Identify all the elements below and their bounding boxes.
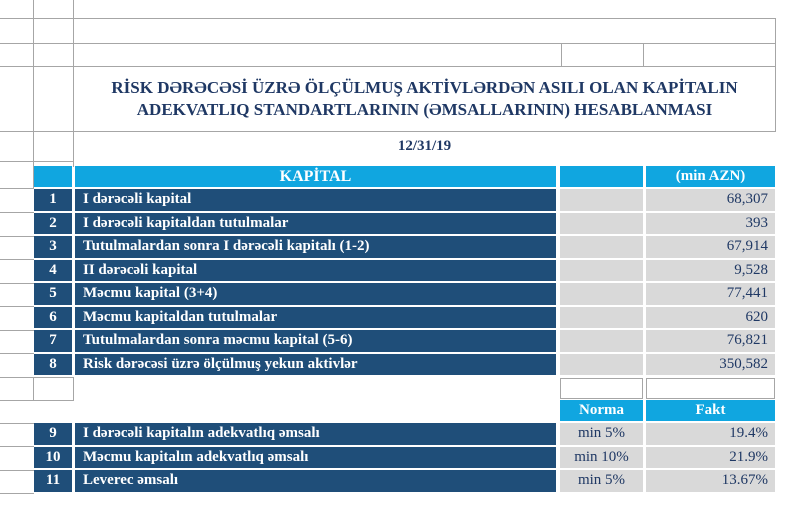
gridline xyxy=(33,0,34,188)
gridline xyxy=(0,43,776,44)
ratio-row-label-cell[interactable]: I dərəcəli kapitalın adekvatlıq əmsalı xyxy=(75,423,556,445)
gridline xyxy=(0,470,34,471)
gridline xyxy=(0,423,34,424)
gridline xyxy=(0,377,74,378)
capital-row-label-cell[interactable]: II dərəcəli kapital xyxy=(75,260,556,282)
ratio-row-norma-cell[interactable]: min 10% xyxy=(560,447,643,469)
capital-row-spacer-cell[interactable] xyxy=(560,307,643,329)
ratio-row-norma-cell[interactable]: min 5% xyxy=(560,423,643,445)
capital-row-label-cell[interactable]: I dərəcəli kapital xyxy=(75,189,556,211)
capital-row-spacer-cell[interactable] xyxy=(560,260,643,282)
ratio-row-fakt-cell[interactable]: 21.9% xyxy=(646,447,775,469)
gridline xyxy=(0,236,34,237)
gridline xyxy=(0,188,34,189)
gridline xyxy=(33,377,34,401)
capital-row-label-cell[interactable]: Risk dərəcəsi üzrə ölçülmuş yekun aktivlər xyxy=(75,354,556,376)
capital-row-number-cell[interactable]: 8 xyxy=(34,354,72,376)
ratio-row-fakt-cell[interactable]: 19.4% xyxy=(646,423,775,445)
report-title-line2: ADEKVATLIQ STANDARTLARININ (ƏMSALLARININ) HESABLANMASI xyxy=(136,99,713,119)
capital-row-number-cell[interactable]: 4 xyxy=(34,260,72,282)
capital-row-value-cell[interactable]: 9,528 xyxy=(646,260,775,282)
ratio-header-fakt-cell[interactable]: Fakt xyxy=(646,400,775,421)
gridline xyxy=(0,18,776,19)
capital-row-value-cell[interactable]: 76,821 xyxy=(646,330,775,352)
gridline xyxy=(0,400,74,401)
capital-row-number-cell[interactable]: 1 xyxy=(34,189,72,211)
capital-row-spacer-cell[interactable] xyxy=(560,213,643,235)
gridline xyxy=(0,446,34,447)
capital-row-value-cell[interactable]: 620 xyxy=(646,307,775,329)
ratio-row-number-cell[interactable]: 9 xyxy=(34,423,72,445)
gridline xyxy=(0,306,34,307)
ratio-row-number-cell[interactable]: 10 xyxy=(34,447,72,469)
report-date-cell[interactable]: 12/31/19 xyxy=(397,138,452,154)
empty-norma-cell[interactable] xyxy=(560,378,643,399)
capital-row-number-cell[interactable]: 6 xyxy=(34,307,72,329)
capital-row-number-cell[interactable]: 3 xyxy=(34,236,72,258)
capital-row-spacer-cell[interactable] xyxy=(560,236,643,258)
capital-row-label-cell[interactable]: Tutulmalardan sonra I dərəcəli kapitalı (1-2) xyxy=(75,236,556,258)
capital-row-value-cell[interactable]: 77,441 xyxy=(646,283,775,305)
report-title-cell[interactable] xyxy=(73,66,776,131)
capital-header-spacer-cell[interactable] xyxy=(560,166,643,187)
capital-row-value-cell[interactable]: 393 xyxy=(646,213,775,235)
capital-row-spacer-cell[interactable] xyxy=(560,283,643,305)
capital-row-number-cell[interactable]: 7 xyxy=(34,330,72,352)
gridline xyxy=(0,283,34,284)
gridline xyxy=(0,212,34,213)
gridline xyxy=(73,377,74,401)
gridline xyxy=(643,43,644,67)
capital-row-spacer-cell[interactable] xyxy=(560,354,643,376)
ratio-row-label-cell[interactable]: Leverec əmsalı xyxy=(75,470,556,492)
capital-row-label-cell[interactable]: Məcmu kapitaldan tutulmalar xyxy=(75,307,556,329)
ratio-row-norma-cell[interactable]: min 5% xyxy=(560,470,643,492)
capital-header-title-cell[interactable]: KAPİTAL xyxy=(75,166,556,187)
capital-header-number-cell[interactable] xyxy=(34,166,72,187)
gridline xyxy=(0,330,34,331)
capital-row-number-cell[interactable]: 2 xyxy=(34,213,72,235)
ratio-header-norma-cell[interactable]: Norma xyxy=(560,400,643,421)
capital-row-label-cell[interactable]: Tutulmalardan sonra məcmu kapital (5-6) xyxy=(75,330,556,352)
report-title-line1: RİSK DƏRƏCƏSİ ÜZRƏ ÖLÇÜLMUŞ AKTİVLƏRDƏN ASILI OLAN KAPİTALIN xyxy=(111,77,738,97)
capital-row-value-cell[interactable]: 67,914 xyxy=(646,236,775,258)
ratio-row-fakt-cell[interactable]: 13.67% xyxy=(646,470,775,492)
gridline xyxy=(0,353,34,354)
ratio-row-number-cell[interactable]: 11 xyxy=(34,470,72,492)
ratio-row-label-cell[interactable]: Məcmu kapitalın adekvatlıq əmsalı xyxy=(75,447,556,469)
capital-row-spacer-cell[interactable] xyxy=(560,330,643,352)
gridline xyxy=(0,493,34,494)
capital-row-value-cell[interactable]: 350,582 xyxy=(646,354,775,376)
gridline xyxy=(0,161,74,162)
capital-row-number-cell[interactable]: 5 xyxy=(34,283,72,305)
gridline xyxy=(561,43,562,67)
gridline xyxy=(0,259,34,260)
empty-fakt-cell[interactable] xyxy=(646,378,775,399)
capital-row-label-cell[interactable]: I dərəcəli kapitaldan tutulmalar xyxy=(75,213,556,235)
capital-row-label-cell[interactable]: Məcmu kapital (3+4) xyxy=(75,283,556,305)
capital-row-value-cell[interactable]: 68,307 xyxy=(646,189,775,211)
capital-row-spacer-cell[interactable] xyxy=(560,189,643,211)
capital-header-unit-cell[interactable]: (min AZN) xyxy=(646,166,775,187)
